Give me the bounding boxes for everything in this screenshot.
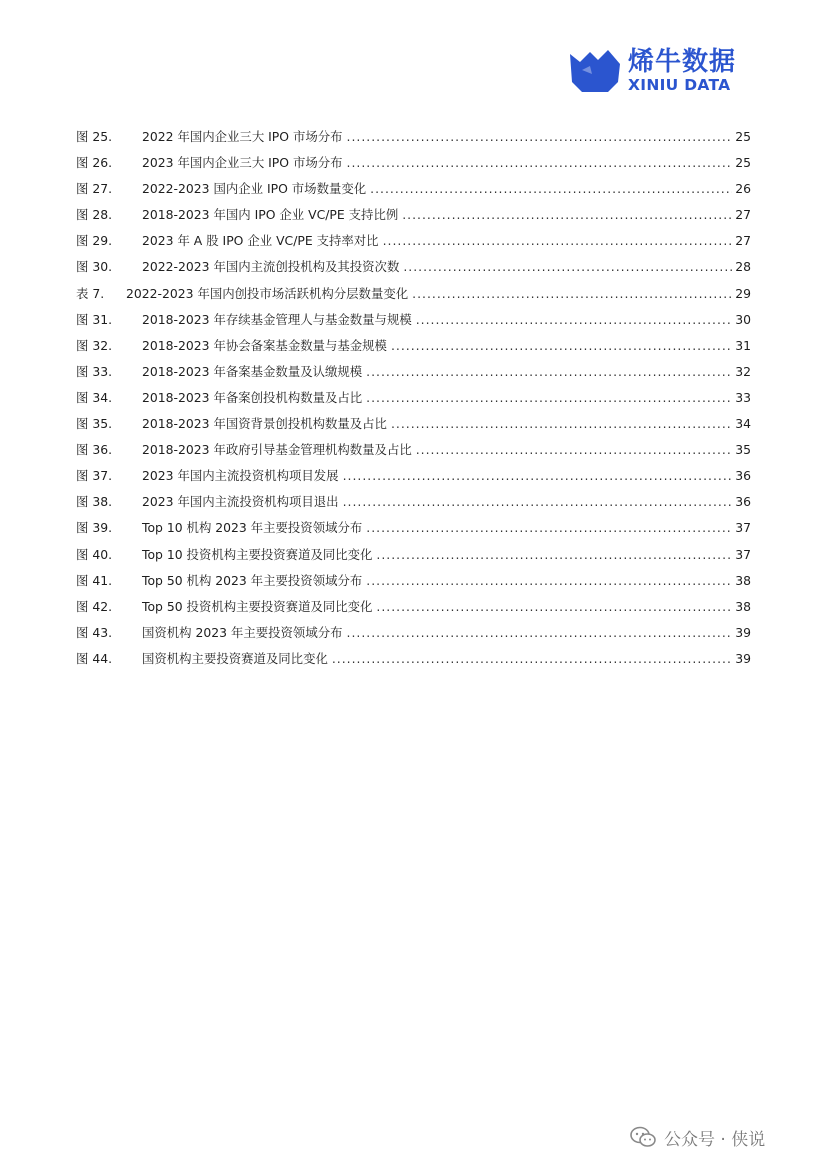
toc-entry[interactable] [76, 359, 751, 385]
toc-entry[interactable] [76, 411, 751, 437]
toc-entry[interactable] [76, 568, 751, 594]
toc-leader-dots [347, 150, 733, 176]
toc-entry[interactable] [76, 176, 751, 202]
toc-entry-title: 2022-2023 国内企业 IPO 市场数量变化 [142, 181, 367, 197]
toc-leader-dots [416, 307, 732, 333]
brand-sub: XINIU DATA [628, 76, 731, 94]
toc-entry-page: 36 [735, 494, 751, 510]
toc-entry[interactable] [76, 515, 751, 541]
brand-logo [568, 46, 748, 96]
toc-entry[interactable] [76, 228, 751, 254]
toc-entry-label: 图 30. [76, 259, 113, 275]
toc-leader-dots [366, 359, 732, 385]
wechat-icon [630, 1126, 656, 1148]
toc-entry-label: 图 41. [76, 572, 113, 588]
toc-leader-dots [343, 489, 733, 515]
toc-entry-label: 图 32. [76, 337, 113, 353]
toc-entry[interactable] [76, 542, 751, 568]
toc-entry[interactable] [76, 463, 751, 489]
toc-entry-page: 26 [735, 181, 751, 197]
toc-entry-title: 2018-2023 年政府引导基金管理机构数量及占比 [142, 442, 412, 458]
toc-entry-label: 图 35. [76, 416, 113, 432]
toc-leader-dots [370, 176, 732, 202]
toc-entry-label: 图 28. [76, 207, 113, 223]
toc-entry-page: 38 [735, 572, 751, 588]
toc-entry-label: 图 42. [76, 598, 113, 614]
toc-leader-dots [347, 620, 733, 646]
toc-entry-label: 图 29. [76, 233, 113, 249]
toc-entry[interactable] [76, 281, 751, 307]
toc-entry-page: 32 [735, 363, 751, 379]
toc-entry-label: 图 44. [76, 650, 113, 666]
toc-leader-dots [343, 463, 733, 489]
toc-entry-title: 2018-2023 年备案创投机构数量及占比 [142, 389, 363, 405]
toc-entry[interactable] [76, 620, 751, 646]
toc-entry-page: 27 [735, 233, 751, 249]
toc-entry[interactable] [76, 385, 751, 411]
toc-entry-page: 39 [735, 650, 751, 666]
toc-entry[interactable] [76, 646, 751, 672]
toc-entry-title: 2018-2023 年存续基金管理人与基金数量与规模 [142, 311, 412, 327]
toc-leader-dots [347, 124, 733, 150]
toc-entry-page: 37 [735, 546, 751, 562]
toc-entry[interactable] [76, 307, 751, 333]
toc-entry-page: 36 [735, 468, 751, 484]
rhino-icon [568, 48, 622, 94]
toc-leader-dots [376, 594, 732, 620]
toc-entry-title: 国资机构主要投资赛道及同比变化 [142, 650, 328, 666]
toc-entry-page: 31 [735, 337, 751, 353]
toc-entry-label: 图 40. [76, 546, 113, 562]
toc-entry-title: 2018-2023 年国内 IPO 企业 VC/PE 支持比例 [142, 207, 399, 223]
toc-entry-label: 图 26. [76, 155, 113, 171]
toc-entry[interactable] [76, 202, 751, 228]
toc-entry-title: Top 10 投资机构主要投资赛道及同比变化 [142, 546, 373, 562]
toc-entry-page: 37 [735, 520, 751, 536]
toc-entry-title: 2023 年国内主流投资机构项目发展 [142, 468, 339, 484]
toc-entry-page: 30 [735, 311, 751, 327]
table-of-figures [76, 124, 751, 672]
toc-entry-page: 29 [735, 285, 751, 301]
toc-leader-dots [403, 254, 732, 280]
toc-entry-label: 图 39. [76, 520, 113, 536]
toc-entry-page: 38 [735, 598, 751, 614]
toc-entry-page: 35 [735, 442, 751, 458]
toc-entry-label: 图 33. [76, 363, 113, 379]
toc-leader-dots [391, 411, 732, 437]
toc-leader-dots [412, 281, 732, 307]
toc-leader-dots [416, 437, 732, 463]
toc-leader-dots [402, 202, 732, 228]
toc-entry-title: 2018-2023 年备案基金数量及认缴规模 [142, 363, 363, 379]
toc-entry-page: 25 [735, 129, 751, 144]
toc-leader-dots [332, 646, 732, 672]
toc-leader-dots [366, 515, 732, 541]
toc-leader-dots [376, 542, 732, 568]
toc-entry-title: 2023 年 A 股 IPO 企业 VC/PE 支持率对比 [142, 233, 379, 249]
toc-entry-title: 2018-2023 年国资背景创投机构数量及占比 [142, 416, 387, 432]
toc-entry[interactable] [76, 333, 751, 359]
toc-entry-title: 2022-2023 年国内创投市场活跃机构分层数量变化 [126, 285, 409, 301]
toc-entry-title: 2022-2023 年国内主流创投机构及其投资次数 [142, 259, 400, 275]
toc-entry-title: Top 50 机构 2023 年主要投资领域分布 [142, 572, 363, 588]
toc-entry-label: 图 36. [76, 442, 113, 458]
toc-entry-title: 2022 年国内企业三大 IPO 市场分布 [142, 129, 343, 144]
toc-entry[interactable] [76, 594, 751, 620]
toc-entry[interactable] [76, 489, 751, 515]
toc-entry-label: 图 27. [76, 181, 113, 197]
toc-entry-page: 28 [735, 259, 751, 275]
toc-entry-label: 图 38. [76, 494, 113, 510]
toc-leader-dots [366, 568, 732, 594]
toc-entry[interactable] [76, 437, 751, 463]
toc-entry-title: 2018-2023 年协会备案基金数量与基金规模 [142, 337, 387, 353]
toc-entry-label: 图 25. [76, 129, 113, 144]
toc-entry-title: 国资机构 2023 年主要投资领域分布 [142, 624, 343, 640]
toc-entry[interactable] [76, 150, 751, 176]
watermark [630, 1123, 765, 1151]
toc-entry[interactable] [76, 254, 751, 280]
toc-entry-title: Top 50 投资机构主要投资赛道及同比变化 [142, 598, 373, 614]
toc-entry-label: 表 7. [76, 285, 105, 301]
toc-entry-title: Top 10 机构 2023 年主要投资领域分布 [142, 520, 363, 536]
toc-entry-label: 图 31. [76, 311, 113, 327]
toc-entry-page: 34 [735, 416, 751, 432]
toc-entry[interactable] [76, 124, 751, 150]
watermark-text: 公众号 · 侠说 [664, 1129, 766, 1150]
toc-entry-page: 25 [735, 155, 751, 171]
toc-entry-page: 39 [735, 624, 751, 640]
toc-entry-label: 图 37. [76, 468, 113, 484]
toc-leader-dots [383, 228, 733, 254]
toc-entry-page: 27 [735, 207, 751, 223]
brand-name: 烯牛数据 [628, 47, 737, 77]
toc-entry-label: 图 43. [76, 624, 113, 640]
toc-entry-title: 2023 年国内企业三大 IPO 市场分布 [142, 155, 343, 171]
toc-entry-label: 图 34. [76, 389, 113, 405]
toc-leader-dots [391, 333, 732, 359]
toc-entry-page: 33 [735, 389, 751, 405]
toc-leader-dots [366, 385, 732, 411]
toc-entry-title: 2023 年国内主流投资机构项目退出 [142, 494, 339, 510]
